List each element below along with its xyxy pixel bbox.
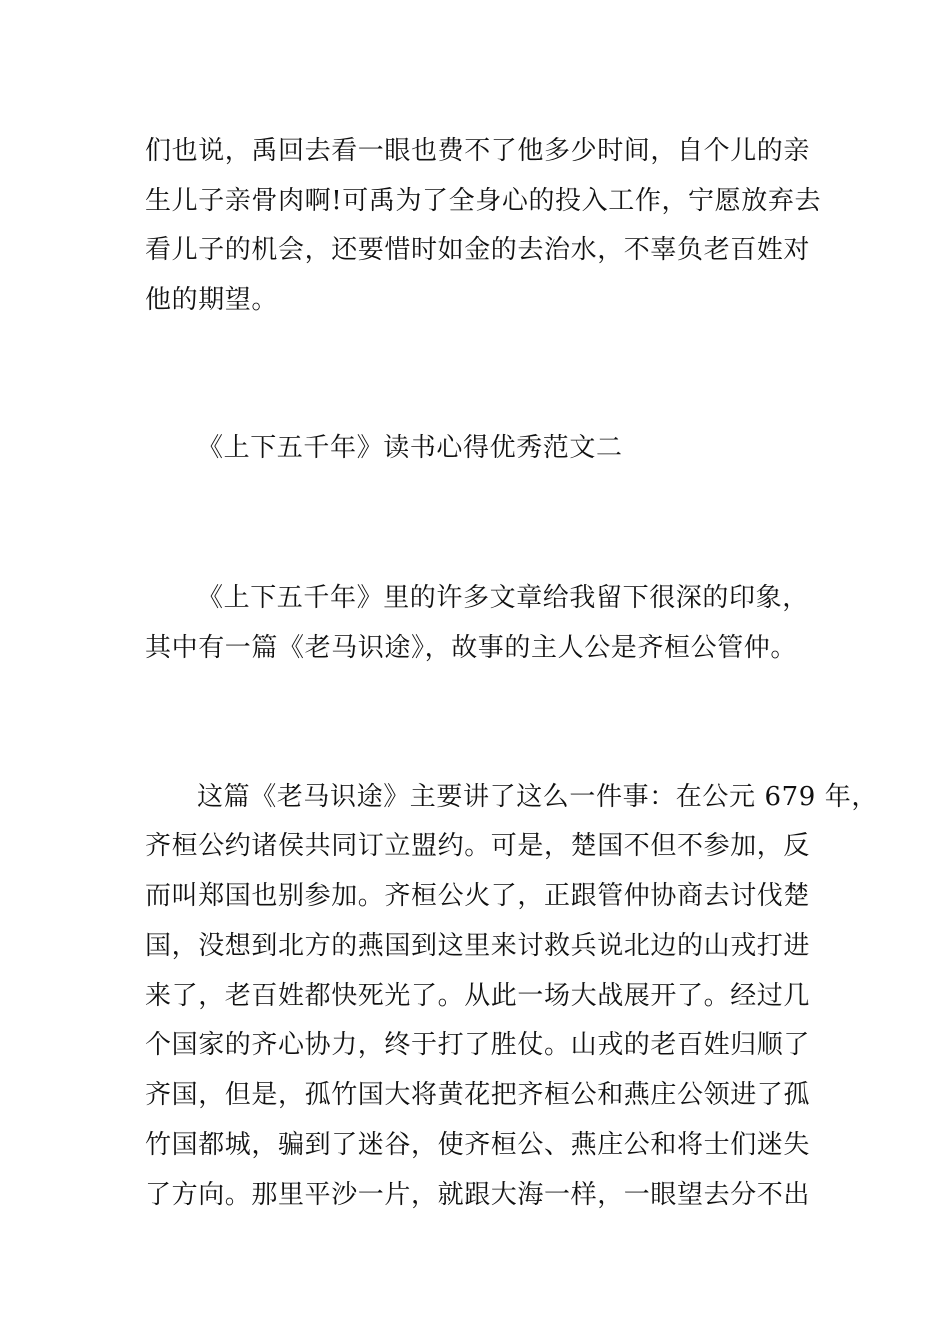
- paragraph-1-line-3: 看儿子的机会，还要惜时如金的去治水，不辜负老百姓对: [145, 235, 811, 265]
- paragraph-3-line-4: 国，没想到北方的燕国到这里来讨救兵说北边的山戎打进: [145, 931, 811, 961]
- paragraph-2-line-2: 其中有一篇《老马识途》，故事的主人公是齐桓公管仲。: [145, 633, 798, 663]
- paragraph-3-line-1: 这篇《老马识途》主要讲了这么一件事：在公元 679 年，: [197, 782, 878, 812]
- paragraph-3-line-2: 齐桓公约诸侯共同订立盟约。可是，楚国不但不参加，反: [145, 831, 811, 861]
- paragraph-1-line-2: 生儿子亲骨肉啊!可禹为了全身心的投入工作，宁愿放弃去: [145, 186, 822, 216]
- paragraph-3-line-8: 竹国都城，骗到了迷谷，使齐桓公、燕庄公和将士们迷失: [145, 1130, 811, 1160]
- paragraph-3-line-5: 来了，老百姓都快死光了。从此一场大战展开了。经过几: [145, 981, 811, 1011]
- paragraph-3-line-6: 个国家的齐心协力，终于打了胜仗。山戎的老百姓归顺了: [145, 1030, 811, 1060]
- paragraph-3-line-3: 而叫郑国也别参加。齐桓公火了，正跟管仲协商去讨伐楚: [145, 881, 811, 911]
- paragraph-1-line-4: 他的期望。: [145, 285, 279, 315]
- paragraph-1-line-1: 们也说，禹回去看一眼也费不了他多少时间，自个儿的亲: [145, 136, 811, 166]
- paragraph-3-line-7: 齐国，但是，孤竹国大将黄花把齐桓公和燕庄公领进了孤: [145, 1080, 811, 1110]
- paragraph-2-line-1: 《上下五千年》里的许多文章给我留下很深的印象，: [197, 583, 809, 613]
- paragraph-3-line-9: 了方向。那里平沙一片，就跟大海一样，一眼望去分不出: [145, 1180, 811, 1210]
- section-heading: 《上下五千年》读书心得优秀范文二: [197, 433, 623, 463]
